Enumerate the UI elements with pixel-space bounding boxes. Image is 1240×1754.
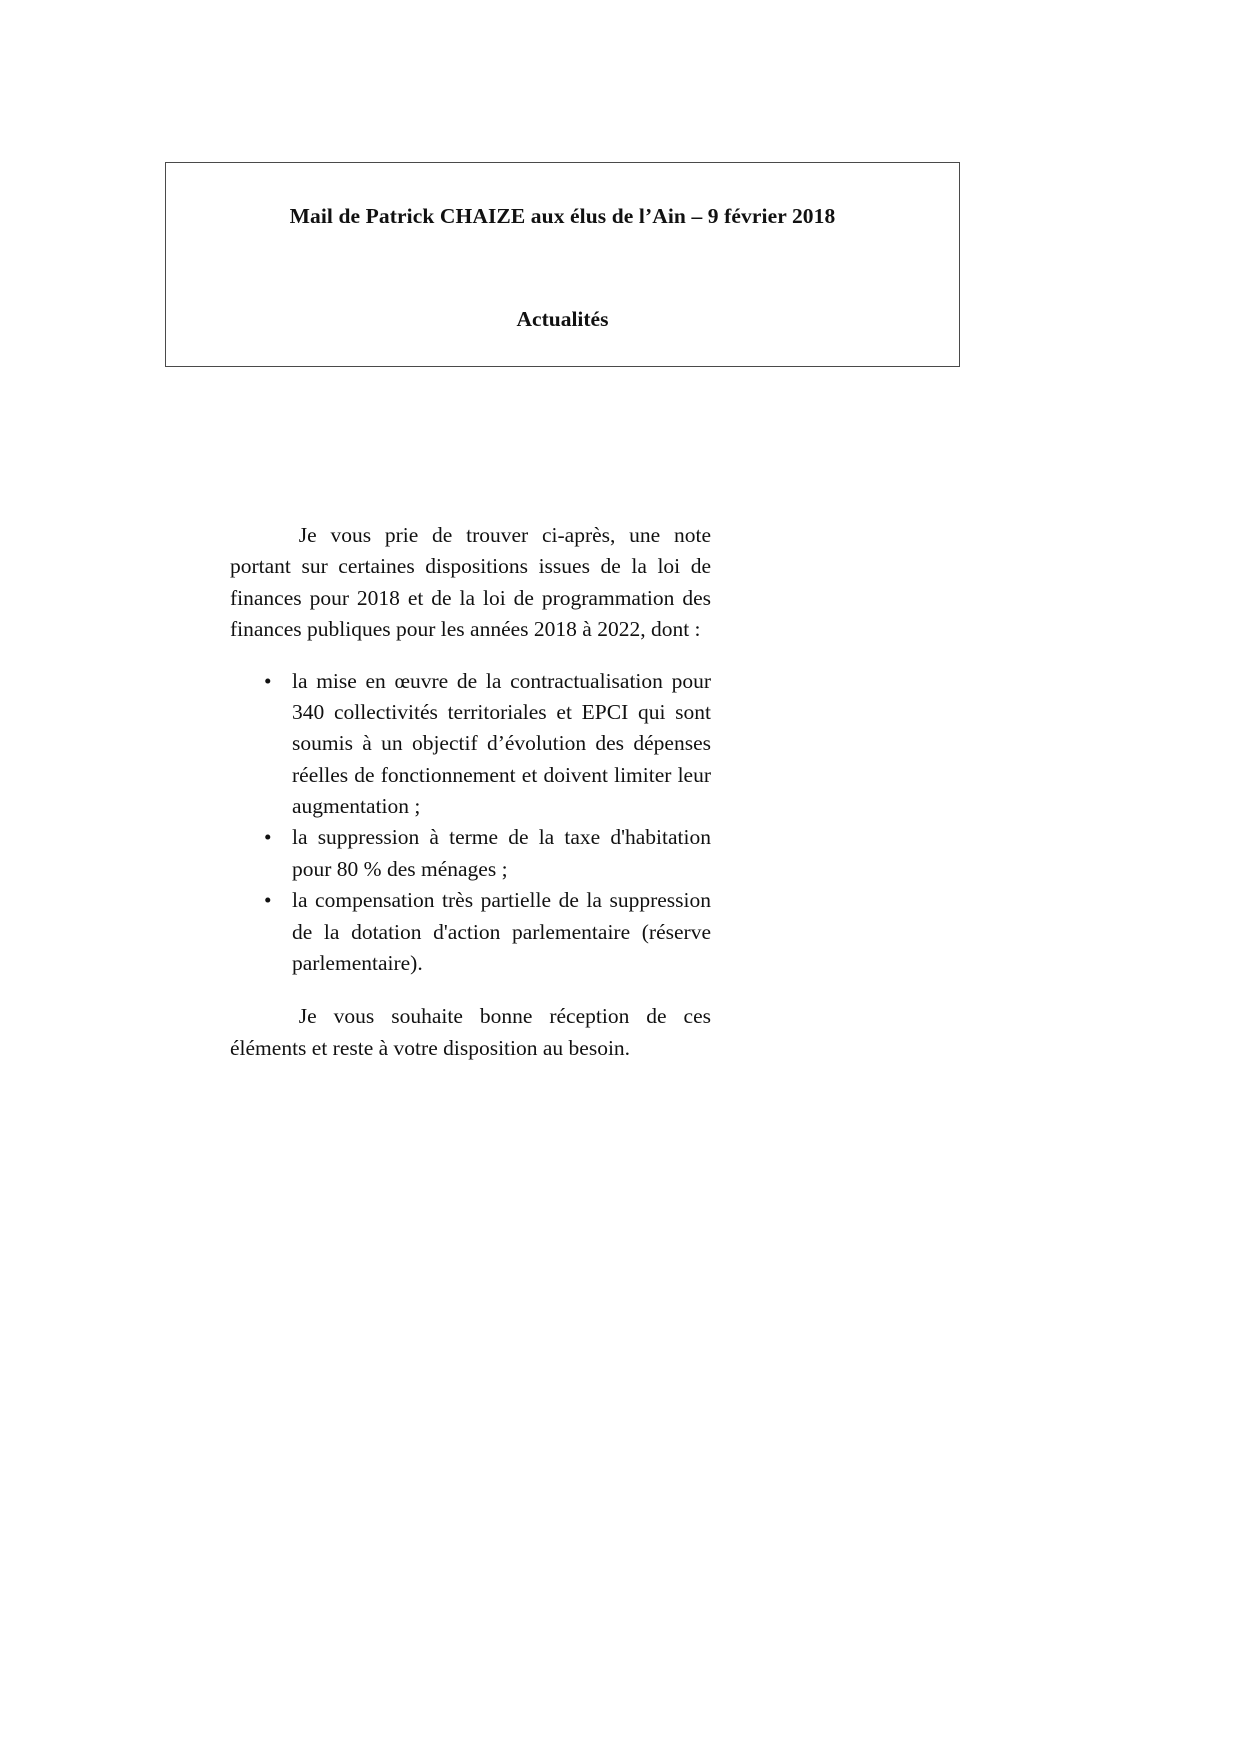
list-item-text: la compensation très partielle de la suppression de la dotation d'action parlementaire (réserve parlementaire). <box>292 888 711 975</box>
closing-paragraph: Je vous souhaite bonne réception de ces éléments et reste à votre disposition au besoin. <box>230 1004 711 1060</box>
bullet-icon: • <box>264 888 272 913</box>
bullet-icon: • <box>264 668 272 693</box>
page-title: Mail de Patrick CHAIZE aux élus de l’Ain – 9 février 2018 <box>289 204 836 228</box>
intro-paragraph: Je vous prie de trouver ci-après, une note portant sur certaines dispositions issues de la loi de finances pour 2018 et de la loi de programmation des finances publiques pour les années 2018 à 2022, dont : <box>230 523 711 642</box>
list-item <box>230 885 711 979</box>
bullet-icon: • <box>264 825 272 850</box>
header-box <box>165 162 960 367</box>
bullet-list <box>230 666 711 980</box>
list-item-text: la suppression à terme de la taxe d'habitation pour 80 % des ménages ; <box>292 825 711 881</box>
list-item <box>230 822 711 885</box>
list-item <box>230 666 711 823</box>
document-body <box>230 520 711 1064</box>
list-item-text: la mise en œuvre de la contractualisation pour 340 collectivités territoriales et EPCI qui sont soumis à un objectif d’évolution des dépenses réelles de fonctionnement et doivent limiter leur augmentation ; <box>292 668 711 818</box>
header-subtitle: Actualités <box>516 307 609 331</box>
